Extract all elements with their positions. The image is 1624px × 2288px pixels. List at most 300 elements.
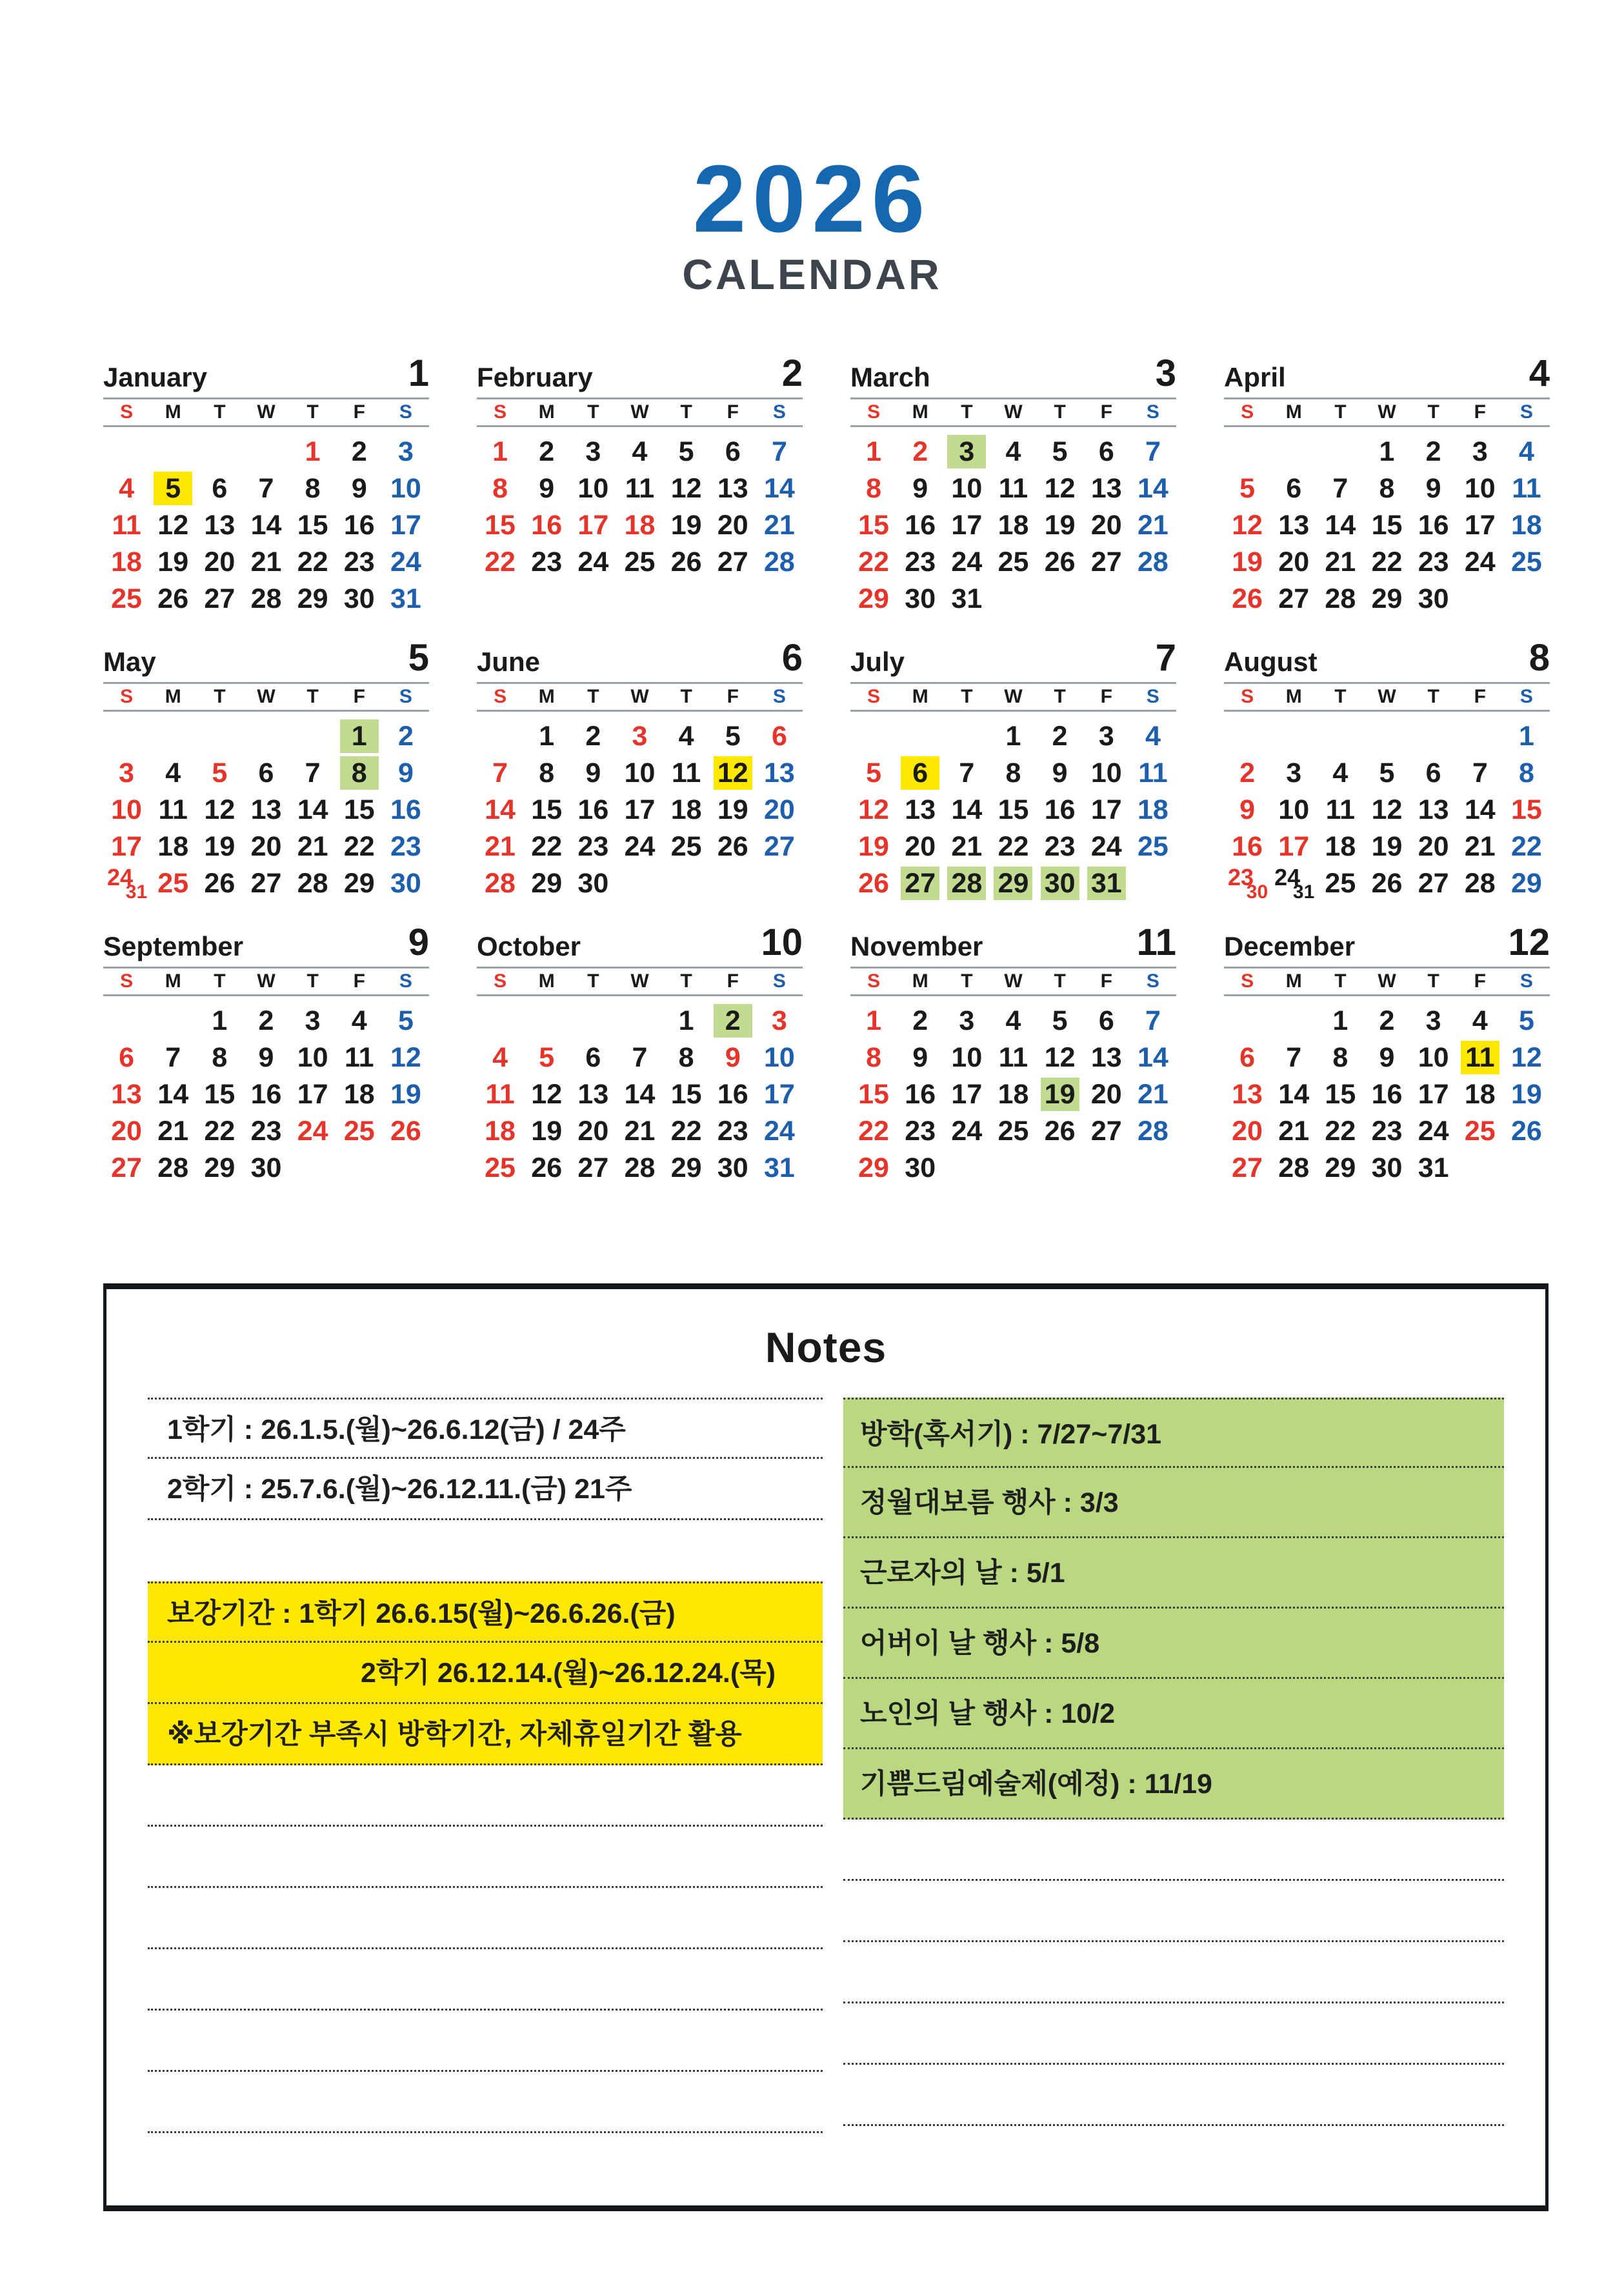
day-number: 27 bbox=[577, 1152, 609, 1183]
weekday-label: S bbox=[120, 401, 134, 423]
day-cell bbox=[1317, 792, 1363, 828]
day-cell bbox=[1457, 1113, 1503, 1150]
day-number: 30 bbox=[905, 1152, 936, 1183]
day-number: 1 bbox=[305, 436, 321, 467]
day-cell bbox=[383, 544, 429, 581]
day-cell bbox=[1363, 1003, 1410, 1039]
day-cell bbox=[1037, 792, 1083, 828]
day-number: 14 bbox=[1138, 1041, 1168, 1073]
day-number: 23 bbox=[1044, 830, 1076, 862]
day-cell bbox=[150, 507, 196, 544]
day-cell bbox=[1130, 434, 1176, 470]
day-cell bbox=[1130, 581, 1176, 617]
month-number: 10 bbox=[761, 921, 803, 964]
month-december bbox=[1224, 920, 1550, 1187]
day-number: 2 bbox=[351, 436, 367, 467]
weekday-label: S bbox=[867, 401, 881, 423]
day-number: 29 bbox=[204, 1152, 236, 1183]
day-cell bbox=[1410, 581, 1457, 617]
day-number: 16 bbox=[343, 509, 375, 541]
month-name: July bbox=[850, 646, 905, 677]
day-cell bbox=[943, 507, 990, 544]
day-number: 16 bbox=[577, 794, 609, 825]
dates-grid bbox=[103, 427, 429, 617]
day-cell bbox=[150, 792, 196, 828]
day-cell bbox=[383, 507, 429, 544]
day-cell bbox=[1410, 865, 1457, 902]
day-number: 21 bbox=[764, 509, 795, 541]
day-cell bbox=[710, 434, 756, 470]
day-number: 11 bbox=[625, 472, 655, 504]
day-number-highlighted: 30 bbox=[1041, 867, 1079, 900]
day-cell bbox=[1130, 507, 1176, 544]
day-number: 25 bbox=[624, 546, 656, 577]
day-number: 13 bbox=[204, 509, 236, 541]
day-cell bbox=[103, 1039, 150, 1076]
day-number: 7 bbox=[1145, 436, 1161, 467]
day-number: 7 bbox=[258, 472, 274, 504]
day-cell bbox=[523, 718, 570, 755]
day-cell bbox=[1503, 1150, 1550, 1187]
weekday-label: T bbox=[306, 970, 319, 992]
day-number: 1 bbox=[539, 720, 555, 752]
day-number: 20 bbox=[111, 1115, 142, 1147]
month-november bbox=[850, 920, 1176, 1187]
day-number: 11 bbox=[1512, 472, 1541, 504]
day-number: 28 bbox=[1138, 546, 1168, 577]
day-cell bbox=[663, 755, 710, 792]
day-cell bbox=[196, 1113, 243, 1150]
day-cell bbox=[243, 1039, 289, 1076]
day-number: 25 bbox=[111, 583, 142, 614]
day-number: 4 bbox=[492, 1041, 508, 1073]
day-number: 4 bbox=[165, 757, 181, 788]
month-number: 7 bbox=[1155, 637, 1176, 679]
day-number: 13 bbox=[905, 794, 936, 825]
day-cell bbox=[290, 865, 336, 902]
day-cell bbox=[103, 544, 150, 581]
day-cell bbox=[570, 1113, 616, 1150]
day-number: 19 bbox=[1371, 830, 1403, 862]
day-cell bbox=[990, 581, 1036, 617]
day-number: 27 bbox=[717, 546, 748, 577]
day-cell bbox=[1130, 470, 1176, 507]
day-cell bbox=[477, 1039, 523, 1076]
weekday-header-row bbox=[477, 682, 803, 712]
month-header bbox=[1224, 636, 1550, 679]
left-note: 2학기 26.12.14.(월)~26.12.24.(목) bbox=[148, 1643, 823, 1704]
day-number: 15 bbox=[858, 1078, 889, 1110]
day-cell bbox=[336, 1150, 383, 1187]
day-cell bbox=[477, 1003, 523, 1039]
day-cell bbox=[336, 1003, 383, 1039]
day-number: 23 bbox=[250, 1115, 282, 1147]
day-number: 22 bbox=[997, 830, 1029, 862]
day-cell bbox=[990, 828, 1036, 865]
day-cell bbox=[897, 1113, 943, 1150]
left-note: 보강기간 : 1학기 26.6.15(월)~26.6.26.(금) bbox=[148, 1581, 823, 1643]
day-cell bbox=[477, 755, 523, 792]
day-cell bbox=[1037, 865, 1083, 902]
calendar-subtitle: CALENDAR bbox=[682, 250, 942, 298]
day-number: 20 bbox=[1418, 830, 1449, 862]
day-cell bbox=[1363, 1039, 1410, 1076]
day-cell bbox=[1224, 755, 1270, 792]
day-cell bbox=[1270, 434, 1317, 470]
weekday-label: F bbox=[353, 401, 365, 423]
day-number: 20 bbox=[1090, 1078, 1122, 1110]
day-number: 15 bbox=[343, 794, 375, 825]
dates-grid bbox=[1224, 427, 1550, 617]
day-cell bbox=[1270, 470, 1317, 507]
day-number: 8 bbox=[866, 472, 882, 504]
weekday-label: S bbox=[1519, 685, 1533, 707]
day-number: 15 bbox=[1325, 1078, 1356, 1110]
day-number: 26 bbox=[1511, 1115, 1542, 1147]
day-number: 17 bbox=[390, 509, 421, 541]
day-number: 13 bbox=[1418, 794, 1449, 825]
day-number-highlighted: 12 bbox=[714, 756, 752, 790]
day-number: 10 bbox=[1464, 472, 1496, 504]
month-header bbox=[1224, 920, 1550, 964]
day-number: 25 bbox=[1138, 830, 1168, 862]
weekday-label: F bbox=[727, 970, 739, 992]
month-october bbox=[477, 920, 803, 1187]
day-cell bbox=[383, 792, 429, 828]
month-number: 3 bbox=[1155, 352, 1176, 395]
day-number: 1 bbox=[1332, 1005, 1348, 1036]
dates-grid bbox=[850, 427, 1176, 617]
day-cell bbox=[1410, 544, 1457, 581]
day-number: 9 bbox=[1239, 794, 1256, 825]
day-number: 30 bbox=[250, 1152, 282, 1183]
weekday-label: W bbox=[1378, 401, 1396, 423]
day-cell bbox=[1457, 434, 1503, 470]
day-cell bbox=[990, 792, 1036, 828]
day-cell bbox=[663, 792, 710, 828]
day-number: 15 bbox=[1371, 509, 1403, 541]
day-cell bbox=[663, 1076, 710, 1113]
day-number: 22 bbox=[858, 546, 889, 577]
day-number: 5 bbox=[1518, 1005, 1534, 1036]
weekday-label: T bbox=[1054, 401, 1066, 423]
day-number: 2 bbox=[1379, 1005, 1395, 1036]
weekday-label: W bbox=[630, 401, 649, 423]
day-number: 17 bbox=[111, 830, 142, 862]
weekday-label: T bbox=[1427, 970, 1439, 992]
weekday-label: F bbox=[1100, 401, 1112, 423]
day-number: 6 bbox=[771, 720, 787, 752]
day-number: 12 bbox=[1511, 1041, 1542, 1073]
day-number: 6 bbox=[258, 757, 274, 788]
day-number-highlighted: 5 bbox=[154, 472, 192, 505]
day-cell bbox=[663, 1150, 710, 1187]
day-cell bbox=[196, 718, 243, 755]
dates-grid bbox=[850, 996, 1176, 1187]
weekday-label: S bbox=[1241, 970, 1254, 992]
day-number: 26 bbox=[670, 546, 702, 577]
day-number: 12 bbox=[390, 1041, 421, 1073]
day-cell bbox=[710, 1113, 756, 1150]
day-number: 14 bbox=[1464, 794, 1496, 825]
weekday-header-row bbox=[850, 967, 1176, 996]
day-cell bbox=[150, 755, 196, 792]
day-number: 16 bbox=[905, 509, 936, 541]
day-number: 21 bbox=[1138, 1078, 1168, 1110]
day-cell bbox=[290, 1003, 336, 1039]
day-cell bbox=[1317, 544, 1363, 581]
day-cell bbox=[1224, 1076, 1270, 1113]
day-cell bbox=[477, 544, 523, 581]
day-cell bbox=[756, 1076, 803, 1113]
day-cell bbox=[383, 470, 429, 507]
day-cell bbox=[477, 1150, 523, 1187]
day-number: 9 bbox=[1052, 757, 1068, 788]
day-cell bbox=[1270, 1003, 1317, 1039]
day-cell bbox=[243, 581, 289, 617]
day-number: 12 bbox=[858, 794, 889, 825]
day-number: 23 bbox=[717, 1115, 748, 1147]
weekday-label: W bbox=[1378, 970, 1396, 992]
weekday-label: M bbox=[165, 970, 181, 992]
weekday-label: S bbox=[120, 970, 134, 992]
day-cell bbox=[523, 434, 570, 470]
day-number: 7 bbox=[1286, 1041, 1302, 1073]
day-cell bbox=[1270, 828, 1317, 865]
day-cell bbox=[523, 1039, 570, 1076]
day-cell bbox=[1037, 434, 1083, 470]
day-number: 3 bbox=[1286, 757, 1302, 788]
day-cell bbox=[1130, 1076, 1176, 1113]
day-cell bbox=[850, 792, 897, 828]
day-number: 12 bbox=[157, 509, 189, 541]
day-cell bbox=[523, 755, 570, 792]
day-cell bbox=[523, 792, 570, 828]
day-number: 1 bbox=[866, 436, 882, 467]
month-february bbox=[477, 351, 803, 617]
day-number: 5 bbox=[1052, 1005, 1068, 1036]
day-number: 28 bbox=[157, 1152, 189, 1183]
day-cell bbox=[850, 507, 897, 544]
day-cell bbox=[1270, 1150, 1317, 1187]
day-number: 3 bbox=[119, 757, 135, 788]
month-header bbox=[850, 351, 1176, 395]
month-name: September bbox=[103, 930, 244, 961]
day-cell bbox=[290, 792, 336, 828]
month-january bbox=[103, 351, 429, 617]
day-cell bbox=[570, 470, 616, 507]
day-number: 22 bbox=[1511, 830, 1542, 862]
weekday-label: S bbox=[494, 401, 507, 423]
day-number: 21 bbox=[1138, 509, 1168, 541]
day-cell bbox=[290, 828, 336, 865]
day-number: 5 bbox=[1052, 436, 1068, 467]
month-header bbox=[1224, 351, 1550, 395]
day-number: 20 bbox=[764, 794, 795, 825]
day-cell bbox=[756, 1113, 803, 1150]
day-cell bbox=[570, 755, 616, 792]
notes-columns bbox=[106, 1398, 1545, 2133]
month-number: 5 bbox=[408, 637, 429, 679]
weekday-label: T bbox=[961, 970, 973, 992]
day-number: 10 bbox=[1090, 757, 1122, 788]
day-cell bbox=[150, 544, 196, 581]
day-cell bbox=[1317, 507, 1363, 544]
month-august bbox=[1224, 636, 1550, 902]
weekday-header-row bbox=[103, 682, 429, 712]
day-number: 17 bbox=[1090, 794, 1122, 825]
dates-grid bbox=[1224, 996, 1550, 1187]
weekday-label: T bbox=[1334, 685, 1347, 707]
day-cell bbox=[943, 865, 990, 902]
day-number: 22 bbox=[531, 830, 563, 862]
weekday-label: W bbox=[630, 685, 649, 707]
month-header bbox=[850, 920, 1176, 964]
day-number: 12 bbox=[1371, 794, 1403, 825]
day-number: 9 bbox=[1425, 472, 1441, 504]
weekday-header-row bbox=[477, 967, 803, 996]
day-cell bbox=[1457, 828, 1503, 865]
day-cell bbox=[1410, 1039, 1457, 1076]
day-number: 22 bbox=[670, 1115, 702, 1147]
day-cell bbox=[103, 1076, 150, 1113]
day-cell bbox=[150, 865, 196, 902]
day-cell bbox=[150, 1076, 196, 1113]
day-cell bbox=[1083, 755, 1130, 792]
day-number: 18 bbox=[1138, 794, 1168, 825]
day-number: 5 bbox=[678, 436, 694, 467]
day-number: 23 bbox=[1418, 546, 1449, 577]
day-cell bbox=[756, 792, 803, 828]
day-number: 8 bbox=[678, 1041, 694, 1073]
day-cell bbox=[1410, 470, 1457, 507]
day-cell bbox=[1363, 507, 1410, 544]
month-name: January bbox=[103, 361, 208, 392]
day-number: 6 bbox=[1098, 1005, 1114, 1036]
day-number: 22 bbox=[343, 830, 375, 862]
day-cell bbox=[756, 507, 803, 544]
month-number: 2 bbox=[781, 352, 803, 395]
weekday-header-row bbox=[850, 682, 1176, 712]
day-number: 24 bbox=[951, 1115, 983, 1147]
day-number: 17 bbox=[577, 509, 609, 541]
day-cell bbox=[103, 507, 150, 544]
day-cell bbox=[1224, 828, 1270, 865]
day-cell bbox=[1037, 718, 1083, 755]
day-number: 14 bbox=[1138, 472, 1168, 504]
day-cell bbox=[1083, 581, 1130, 617]
day-number: 11 bbox=[998, 1041, 1028, 1073]
day-cell bbox=[1503, 1003, 1550, 1039]
day-number: 16 bbox=[717, 1078, 748, 1110]
notes-left-column bbox=[148, 1398, 823, 2133]
weekday-label: M bbox=[538, 970, 555, 992]
day-number: 16 bbox=[1418, 509, 1449, 541]
day-number: 4 bbox=[632, 436, 648, 467]
day-cell bbox=[1457, 1076, 1503, 1113]
day-number: 24 bbox=[764, 1115, 795, 1147]
day-number: 13 bbox=[577, 1078, 609, 1110]
day-cell bbox=[850, 1150, 897, 1187]
day-number: 4 bbox=[1005, 436, 1021, 467]
day-cell bbox=[290, 718, 336, 755]
day-number: 20 bbox=[1232, 1115, 1263, 1147]
day-cell bbox=[383, 865, 429, 902]
weekday-label: S bbox=[399, 685, 412, 707]
day-number: 31 bbox=[764, 1152, 795, 1183]
day-number: 21 bbox=[485, 830, 516, 862]
month-name: August bbox=[1224, 646, 1318, 677]
day-cell bbox=[756, 1150, 803, 1187]
weekday-label: T bbox=[680, 970, 692, 992]
day-cell bbox=[1410, 1113, 1457, 1150]
day-cell bbox=[477, 434, 523, 470]
day-cell bbox=[383, 581, 429, 617]
day-cell bbox=[616, 718, 663, 755]
day-number: 10 bbox=[764, 1041, 795, 1073]
day-cell bbox=[196, 434, 243, 470]
day-number: 28 bbox=[1464, 867, 1496, 899]
day-number: 27 bbox=[764, 830, 795, 862]
day-number: 27 bbox=[250, 867, 282, 899]
day-number: 29 bbox=[858, 583, 889, 614]
day-number: 5 bbox=[539, 1041, 555, 1073]
day-number: 28 bbox=[764, 546, 795, 577]
day-number: 4 bbox=[1005, 1005, 1021, 1036]
day-cell bbox=[243, 792, 289, 828]
day-number: 18 bbox=[624, 509, 656, 541]
day-cell bbox=[1503, 470, 1550, 507]
day-cell bbox=[336, 1113, 383, 1150]
month-number: 4 bbox=[1529, 352, 1550, 395]
day-cell bbox=[1410, 755, 1457, 792]
day-cell bbox=[897, 865, 943, 902]
day-cell bbox=[196, 1039, 243, 1076]
day-cell bbox=[1037, 1039, 1083, 1076]
day-cell bbox=[477, 718, 523, 755]
day-number: 12 bbox=[1232, 509, 1263, 541]
day-cell bbox=[1410, 1076, 1457, 1113]
day-number: 5 bbox=[1379, 757, 1395, 788]
day-cell bbox=[290, 507, 336, 544]
day-number: 27 bbox=[111, 1152, 142, 1183]
day-number: 2 bbox=[1052, 720, 1068, 752]
day-cell bbox=[477, 828, 523, 865]
day-cell bbox=[1037, 1150, 1083, 1187]
day-number: 30 bbox=[905, 583, 936, 614]
day-cell bbox=[897, 1039, 943, 1076]
day-number: 29 bbox=[670, 1152, 702, 1183]
day-number: 8 bbox=[1518, 757, 1534, 788]
day-number: 22 bbox=[1371, 546, 1403, 577]
day-number: 8 bbox=[212, 1041, 228, 1073]
day-cell bbox=[990, 865, 1036, 902]
day-cell bbox=[1457, 865, 1503, 902]
day-cell bbox=[196, 1003, 243, 1039]
day-cell bbox=[103, 1150, 150, 1187]
day-number: 21 bbox=[1464, 830, 1496, 862]
day-cell bbox=[897, 1150, 943, 1187]
day-cell bbox=[196, 1076, 243, 1113]
day-number: 9 bbox=[351, 472, 367, 504]
year-title: 2026 bbox=[692, 146, 932, 252]
day-number: 9 bbox=[258, 1041, 274, 1073]
day-number: 16 bbox=[1044, 794, 1076, 825]
day-number: 1 bbox=[866, 1005, 882, 1036]
day-cell bbox=[290, 1039, 336, 1076]
day-number-highlighted: 27 bbox=[901, 867, 939, 900]
day-number: 30 bbox=[717, 1152, 748, 1183]
